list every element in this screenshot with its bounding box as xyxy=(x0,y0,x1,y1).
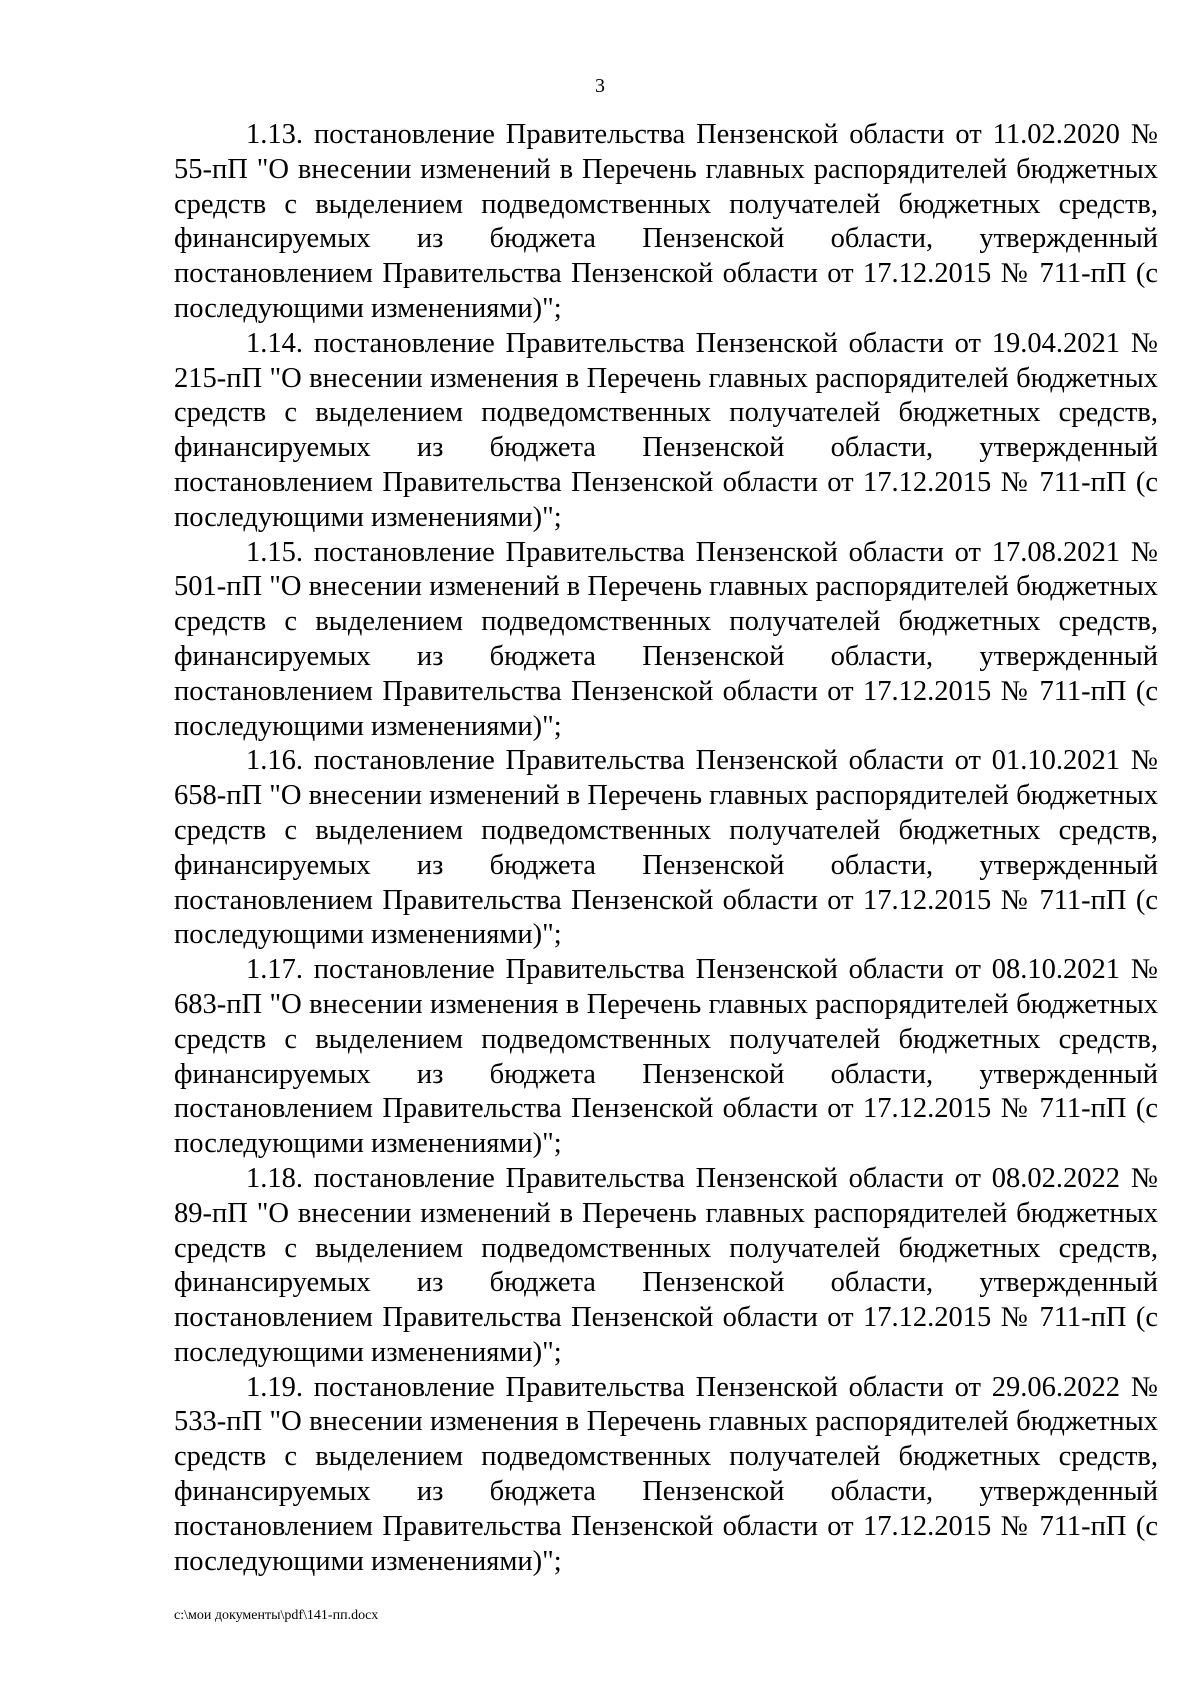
paragraph-number: 1.18. xyxy=(246,1162,303,1194)
page-number: 3 xyxy=(595,75,605,97)
paragraph-1-17 xyxy=(174,953,1158,1162)
paragraph-number: 1.14. xyxy=(246,327,303,359)
paragraph-number: 1.13. xyxy=(246,119,303,150)
paragraph-text: постановление Правительства Пензенской области от 17.08.2021 № 501-пП "О внесении изменений в Перечень главных распорядителей бюджетных средств с выделением подведомственных получателей бюджетных средств, финансируемых из бюджета Пензенской области, утвержденный постановлением Правительства Пензенской области от 17.12.2015 № 711-пП (с последующими изменениями)"; xyxy=(174,536,1159,742)
paragraph-text: постановление Правительства Пензенской области от 11.02.2020 № 55-пП "О внесении изменений в Перечень главных распорядителей бюджетных средств с выделением подведомственных получателей бюджетных средств, финансируемых из бюджета Пензенской области, утвержденный постановлением Правительства Пензенской области от 17.12.2015 № 711-пП (с последующими изменениями)"; xyxy=(174,119,1158,324)
paragraph-1-19 xyxy=(174,1371,1158,1580)
paragraph-1-13 xyxy=(174,118,1158,327)
paragraph-text: постановление Правительства Пензенской области от 19.04.2021 № 215-пП "О внесении изменения в Перечень главных распорядителей бюджетных средств с выделением подведомственных получателей бюджетных средств, финансируемых из бюджета Пензенской области, утвержденный постановлением Правительства Пензенской области от 17.12.2015 № 711-пП (с последующими изменениями)"; xyxy=(174,327,1159,533)
file-path-footer: c:\мои документы\pdf\141-пп.docx xyxy=(174,1608,379,1623)
paragraph-1-18 xyxy=(174,1162,1158,1371)
paragraph-text: постановление Правительства Пензенской области от 08.10.2021 № 683-пП "О внесении изменения в Перечень главных распорядителей бюджетных средств с выделением подведомственных получателей бюджетных средств, финансируемых из бюджета Пензенской области, утвержденный постановлением Правительства Пензенской области от 17.12.2015 № 711-пП (с последующими изменениями)"; xyxy=(174,954,1159,1160)
paragraph-number: 1.19. xyxy=(246,1371,303,1403)
document-body xyxy=(174,118,1158,1579)
paragraph-text: постановление Правительства Пензенской области от 08.02.2022 № 89-пП "О внесении изменений в Перечень главных распорядителей бюджетных средств с выделением подведомственных получателей бюджетных средств, финансируемых из бюджета Пензенской области, утвержденный постановлением Правительства Пензенской области от 17.12.2015 № 711-пП (с последующими изменениями)"; xyxy=(174,1162,1159,1368)
paragraph-text: постановление Правительства Пензенской области от 01.10.2021 № 658-пП "О внесении изменений в Перечень главных распорядителей бюджетных средств с выделением подведомственных получателей бюджетных средств, финансируемых из бюджета Пензенской области, утвержденный постановлением Правительства Пензенской области от 17.12.2015 № 711-пП (с последующими изменениями)"; xyxy=(174,745,1159,951)
paragraph-1-15 xyxy=(174,536,1158,745)
paragraph-number: 1.15. xyxy=(246,536,303,568)
paragraph-1-16 xyxy=(174,744,1158,953)
paragraph-number: 1.16. xyxy=(246,745,303,777)
paragraph-number: 1.17. xyxy=(246,954,303,986)
paragraph-1-14 xyxy=(174,327,1158,536)
paragraph-text: постановление Правительства Пензенской области от 29.06.2022 № 533-пП "О внесении изменения в Перечень главных распорядителей бюджетных средств с выделением подведомственных получателей бюджетных средств, финансируемых из бюджета Пензенской области, утвержденный постановлением Правительства Пензенской области от 17.12.2015 № 711-пП (с последующими изменениями)"; xyxy=(174,1371,1159,1577)
